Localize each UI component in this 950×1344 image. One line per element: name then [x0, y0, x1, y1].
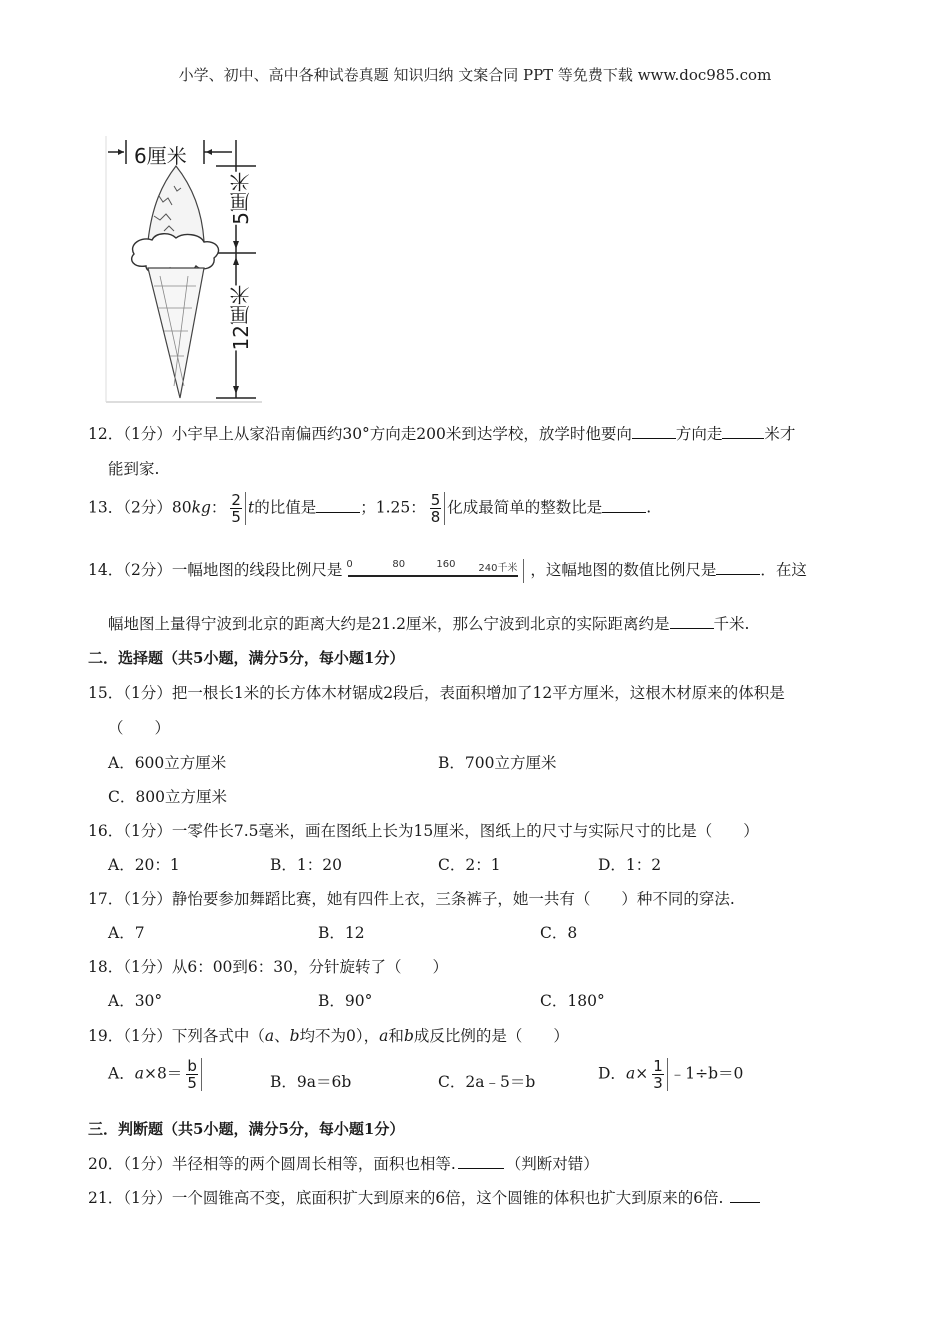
scale-tick: 0: [346, 559, 353, 570]
question-15: 15．（1分）把一根长1米的长方体木材锯成2段后，表面积增加了12平方厘米，这根木材原来的体积是: [88, 684, 785, 702]
option-b[interactable]: B．1：20: [270, 856, 342, 874]
top-height-label: 5厘米: [226, 172, 255, 225]
option-a[interactable]: A．20：1: [108, 856, 180, 874]
scale-tick: 80: [392, 559, 406, 570]
answer-blank[interactable]: [458, 1154, 504, 1169]
fraction: $\frac{5}{8}$: [428, 492, 446, 525]
question-17: 17．（1分）静怡要参加舞蹈比赛，她有四件上衣，三条裤子，她一共有（ ）种不同的穿法.: [88, 890, 735, 908]
section-3-title: 三．判断题（共5小题，满分5分，每小题1分）: [88, 1120, 405, 1138]
option-c[interactable]: C．2a﹣5＝b: [438, 1073, 536, 1091]
answer-blank[interactable]: [602, 498, 646, 513]
option-c[interactable]: C．800立方厘米: [108, 788, 227, 806]
option-d[interactable]: D．1：2: [598, 856, 662, 874]
line-scale-bar: [346, 559, 526, 583]
question-12: 12．（1分）小宇早上从家沿南偏西约30°方向走200米到达学校，放学时他要向 方向走 米才: [88, 425, 796, 443]
option-b[interactable]: B．700立方厘米: [438, 754, 557, 772]
question-20: 20．（1分）半径相等的两个圆周长相等，面积也相等. （判断对错）: [88, 1155, 599, 1173]
page-header: 小学、初中、高中各种试卷真题 知识归纳 文案合同 PPT 等免费下载 www.doc985.com: [178, 66, 772, 84]
answer-blank[interactable]: [670, 614, 714, 629]
question-16: 16．（1分）一零件长7.5毫米，画在图纸上长为15厘米，图纸上的尺寸与实际尺寸的比是（ ）: [88, 822, 759, 840]
option-a[interactable]: A．30°: [108, 992, 163, 1010]
question-21: 21．（1分）一个圆锥高不变，底面积扩大到原来的6倍，这个圆锥的体积也扩大到原来的6倍.: [88, 1186, 760, 1208]
option-b[interactable]: B．12: [318, 924, 365, 942]
question-13: 13．（2分）80kg： $\frac{2}{5}$ t的比值是 ；1.25： $\frac{5}{8}$ 化成最简单的整数比是 .: [88, 491, 652, 526]
option-c[interactable]: C．2：1: [438, 856, 501, 874]
question-19: 19．（1分）下列各式中（a、b均不为0），a和b成反比例的是（ ）: [88, 1027, 569, 1045]
answer-blank[interactable]: [716, 560, 760, 575]
option-b[interactable]: B．90°: [318, 992, 373, 1010]
question-15-paren: （ ）: [108, 719, 171, 737]
answer-blank[interactable]: [632, 424, 676, 439]
option-b[interactable]: B．9a＝6b: [270, 1073, 352, 1091]
question-14-line2: 幅地图上量得宁波到北京的距离大约是21.2厘米，那么宁波到北京的实际距离约是 千米.: [108, 615, 750, 633]
bottom-height-label: 12厘米: [226, 285, 255, 350]
question-14: 14．（2分）一幅地图的线段比例尺是 0 80 160 240千米 ，这幅地图的数值比例尺是 ．在这: [88, 558, 807, 583]
option-a[interactable]: A．600立方厘米: [108, 754, 227, 772]
fraction: $\frac{b}{5}$: [184, 1058, 202, 1091]
option-c[interactable]: C．8: [540, 924, 578, 942]
fraction: $\frac{1}{3}$: [650, 1058, 668, 1091]
section-2-title: 二．选择题（共5小题，满分5分，每小题1分）: [88, 649, 405, 667]
option-a[interactable]: A．7: [108, 924, 145, 942]
answer-blank[interactable]: [722, 424, 764, 439]
scale-tick: 240千米: [478, 563, 518, 574]
width-label: 6厘米: [134, 144, 187, 168]
question-12-line2: 能到家.: [108, 460, 160, 478]
scale-tick: 160: [436, 559, 456, 570]
answer-blank[interactable]: [316, 498, 360, 513]
question-18: 18．（1分）从6：00到6：30，分针旋转了（ ）: [88, 958, 449, 976]
answer-blank[interactable]: [730, 1188, 760, 1203]
fraction: $\frac{2}{5}$: [228, 492, 246, 525]
option-c[interactable]: C．180°: [540, 992, 605, 1010]
option-d[interactable]: D．a× $\frac{1}{3}$ ﹣1÷b＝0: [598, 1057, 744, 1092]
option-a[interactable]: A．a×8＝ $\frac{b}{5}$: [108, 1058, 204, 1091]
